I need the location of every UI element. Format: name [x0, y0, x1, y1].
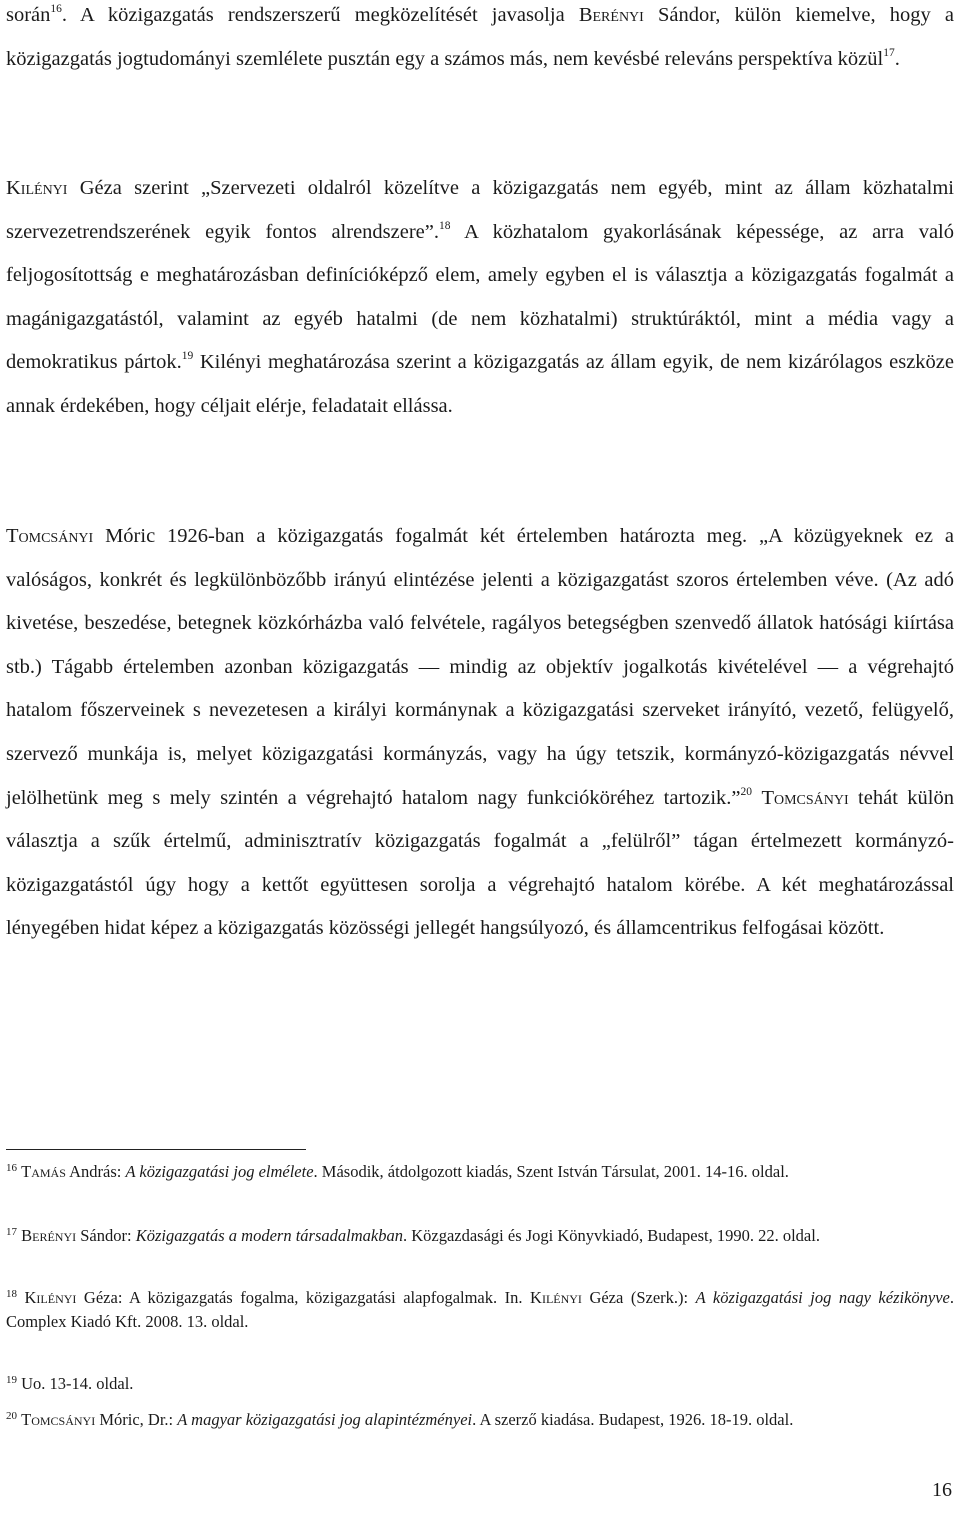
text-run: tehát külön választja a szűk értelmű, adminisztratív közigazgatás fogalmát a „felülről” tágan értelmezett kormányzó-közigazgatástól úgy hogy a kettőt együttesen sorolja a végrehajtó hatalom körébe. A két meghatározással lényegében hidat képez a közigazgatás közösségi jellegét hangsúlyozó, és államcentrikus felfogásai között.	[6, 786, 954, 940]
text-run: . Közgazdasági és Jogi Könyvkiadó, Budapest, 1990. 22. oldal.	[402, 1226, 820, 1245]
author-name: Berényi	[21, 1226, 77, 1245]
author-name: Kilényi	[6, 177, 68, 199]
text-run: . A szerző kiadása. Budapest, 1926. 18-19. oldal.	[472, 1410, 794, 1429]
author-name: Tamás	[21, 1162, 66, 1181]
text-run: A közhatalom gyakorlásának képessége, az arra való feljogosítottság e meghatározásban definícióképző elem, amely egyben el is választja a közigazgatás fogalmát a magánigazgatástól, valamint az egyéb hatalmi (de nem közhatalmi) struktúráktól, mint a média vagy a demokratikus pártok.	[6, 220, 955, 374]
author-name: Tomcsányi	[761, 786, 849, 809]
body-paragraph-3	[6, 515, 954, 951]
book-title: A magyar közigazgatási jog alapintézményei	[177, 1410, 473, 1429]
footnote-19	[6, 1372, 954, 1396]
book-title: A közigazgatási jog elmélete	[125, 1162, 314, 1181]
footnote-marker: 18	[6, 1288, 17, 1300]
footnote-20	[6, 1408, 954, 1432]
text-run: Géza szerint „Szervezeti oldalról közelítve a közigazgatás nem egyéb, mint az állam közhatalmi szervezetrendszerének egyik fontos alrendszere”.	[6, 177, 954, 243]
text-run	[17, 1288, 25, 1307]
text-run: . Második, átdolgozott kiadás, Szent István Társulat, 2001. 14-16. oldal.	[313, 1162, 789, 1181]
text-run: során	[6, 4, 51, 26]
text-run: . Complex Kiadó Kft. 2008. 13. oldal.	[6, 1288, 955, 1331]
footnote-marker: 19	[6, 1374, 17, 1386]
footnote-18	[6, 1286, 954, 1334]
author-name: Kilényi	[530, 1288, 582, 1307]
footnote-marker: 17	[6, 1226, 17, 1238]
footnote-marker: 19	[181, 350, 194, 363]
text-run: Móric, Dr.:	[95, 1410, 178, 1429]
author-name: Tomcsányi	[21, 1410, 96, 1429]
text-run: Géza (Szerk.):	[581, 1288, 696, 1307]
footnote-marker: 17	[883, 46, 895, 59]
author-name: Kilényi	[24, 1288, 77, 1307]
footnote-marker: 16	[50, 3, 62, 15]
footnote-marker: 20	[740, 785, 753, 798]
text-run: .	[894, 47, 900, 70]
author-name: Berényi	[578, 4, 644, 26]
page-number: 16	[932, 1479, 952, 1501]
text-run: Géza: A közigazgatás fogalma, közigazgatási alapfogalmak. In.	[76, 1288, 531, 1307]
text-run: Sándor:	[76, 1226, 136, 1245]
text-run: . A közigazgatás rendszerszerű megközelítését javasolja	[61, 4, 579, 26]
footnote-marker: 20	[6, 1410, 17, 1422]
footnote-separator	[6, 1149, 306, 1150]
book-title: A közigazgatási jog nagy kézikönyve	[695, 1288, 950, 1307]
text-run: Kilényi meghatározása szerint a közigazgatás az állam egyik, de nem kizárólagos eszköze annak érdekében, hogy céljait elérje, feladatait ellássa.	[6, 351, 954, 417]
book-title: Közigazgatás a modern társadalmakban	[135, 1226, 403, 1245]
body-paragraph-2	[6, 167, 954, 429]
text-run: Uo. 13-14. oldal.	[17, 1374, 134, 1393]
footnote-marker: 18	[439, 219, 451, 232]
author-name: Tomcsányi	[6, 525, 94, 547]
footnote-17	[6, 1224, 954, 1248]
text-run: Sándor, külön kiemelve, hogy a közigazgatás jogtudományi szemlélete pusztán egy a számos más, nem kevésbé releváns perspektíva közül	[6, 4, 955, 70]
body-paragraph-1	[6, 0, 954, 81]
footnote-marker: 16	[6, 1162, 17, 1174]
footnote-16	[6, 1160, 954, 1184]
text-run: András:	[65, 1162, 126, 1181]
text-run: Móric 1926-ban a közigazgatás fogalmát két értelemben határozta meg. „A közügyeknek ez a valóságos, konkrét és legkülönbözőbb irányú elintézése jelenti a közigazgatást szoros értelemben véve. (Az adó kivetése, beszedése, betegnek közkórházba való felvétele, ragályos betegségben szenvedő állatok hatósági kiírtása stb.) Tágabb értelemben azonban közigazgatás — mindig az objektív jogalkotás kivételével — a végrehajtó hatalom főszerveinek s nevezetesen a királyi kormánynak a közigazgatási szerveket irányító, vezető, felügyelő, szervező munkája is, melyet közigazgatási kormányzás, vagy ha úgy tetszik, kormányzó-közigazgatás névvel jelölhetünk meg s mely szintén a végrehajtó hatalom nagy funkcióköréhez tartozik.”	[6, 525, 954, 809]
